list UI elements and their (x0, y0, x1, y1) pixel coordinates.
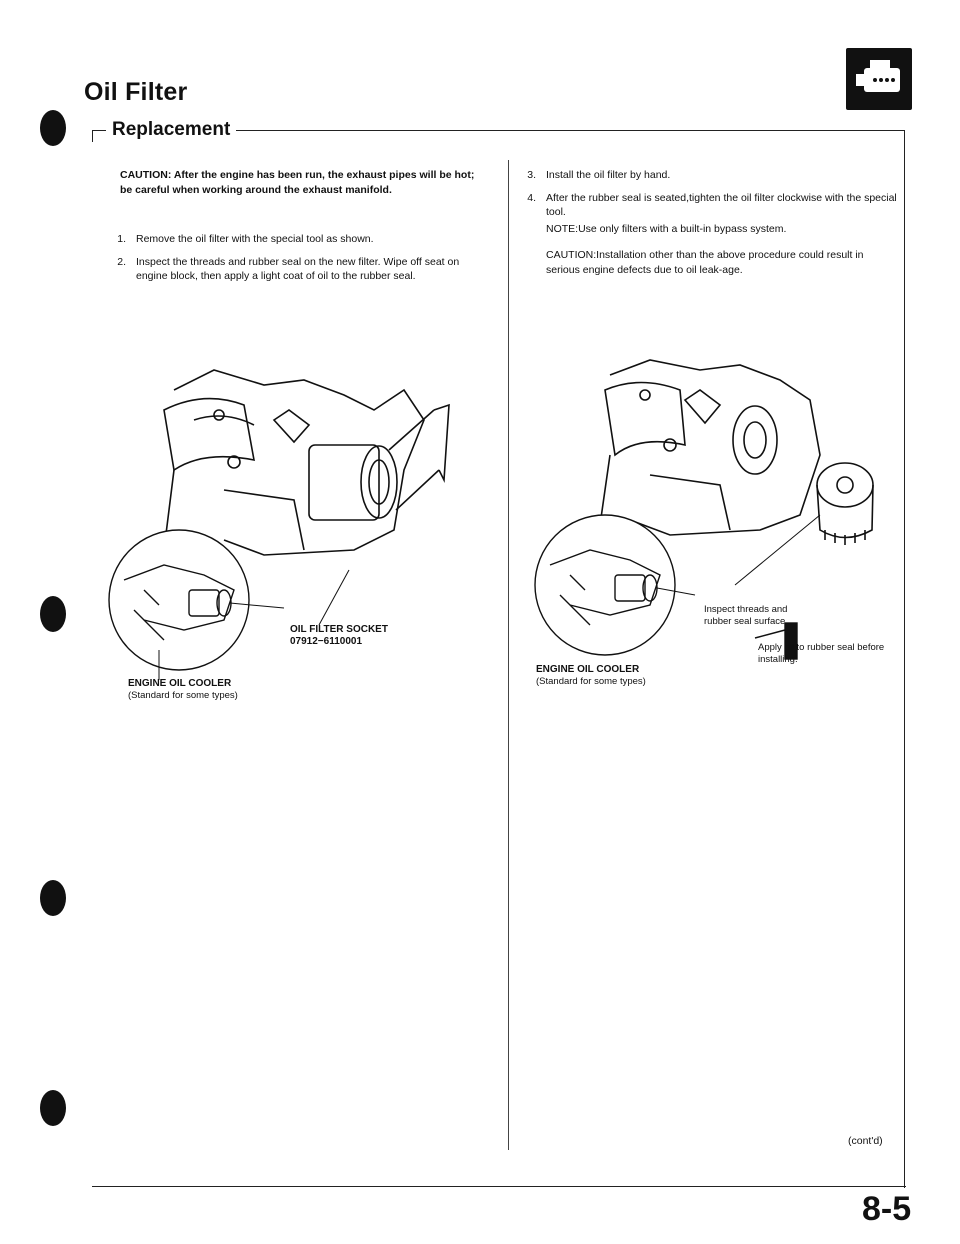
step-number: 3. (527, 169, 536, 181)
section-heading: Replacement (106, 119, 236, 141)
step-text: After the rubber seal is seated,tighten the oil filter clockwise with the special tool. (546, 191, 897, 218)
label-oil-filter-socket (290, 624, 388, 648)
label-inspect-text: Inspect threads and rubber seal surface. (704, 604, 788, 627)
frame-right-line (904, 130, 905, 1188)
step-2 (110, 255, 482, 284)
frame-bottom-line (92, 1186, 906, 1187)
oil-filter-removal-illustration (104, 350, 464, 690)
step-number: 4. (527, 191, 536, 204)
frame-left-tick (92, 130, 93, 142)
label-cooler-name: ENGINE OIL COOLER (536, 664, 640, 675)
page-title: Oil Filter (84, 78, 188, 106)
left-steps (110, 232, 482, 284)
binder-hole-marker (40, 880, 66, 916)
binder-hole-marker (40, 1090, 66, 1126)
label-cooler-note: (Standard for some types) (128, 690, 238, 701)
page-number: 8-5 (862, 1190, 912, 1228)
step-1 (110, 232, 482, 247)
label-cooler-note: (Standard for some types) (536, 676, 646, 687)
caution-text-right: CAUTION:Installation other than the above procedure could result in serious engine defects due to oil leak-age. (546, 249, 864, 276)
step-text: Remove the oil filter with the special tool as shown. (136, 233, 374, 245)
step-text: Install the oil filter by hand. (546, 169, 671, 181)
engine-icon (846, 48, 912, 110)
step-number: 1. (117, 233, 126, 245)
step-4-body (546, 191, 900, 237)
column-divider (508, 160, 509, 1150)
right-steps (520, 168, 900, 277)
label-socket-number: 07912−6110001 (290, 636, 363, 647)
step-number: 2. (117, 255, 126, 268)
label-cooler-name: ENGINE OIL COOLER (128, 678, 232, 689)
step-text: Inspect the threads and rubber seal on the new filter. Wipe off seat on engine block, then apply a light coat of oil to the rubber seal. (136, 255, 460, 282)
step-4 (520, 191, 900, 237)
binder-hole-marker (40, 596, 66, 632)
binder-hole-marker (40, 110, 66, 146)
label-engine-oil-cooler-right (536, 664, 646, 688)
label-apply-oil: Apply oil to rubber seal before installing. (758, 642, 885, 665)
continued-label: (cont'd) (848, 1135, 883, 1147)
label-engine-oil-cooler-left (128, 678, 238, 702)
label-inspect-threads (704, 604, 804, 628)
step-3 (520, 168, 900, 183)
note-text: NOTE:Use only filters with a built-in bypass system. (546, 222, 787, 235)
label-socket-name: OIL FILTER SOCKET (290, 624, 388, 635)
caution-text-left: CAUTION: After the engine has been run, the exhaust pipes will be hot; be careful when working around the exhaust manifold. (120, 169, 475, 196)
